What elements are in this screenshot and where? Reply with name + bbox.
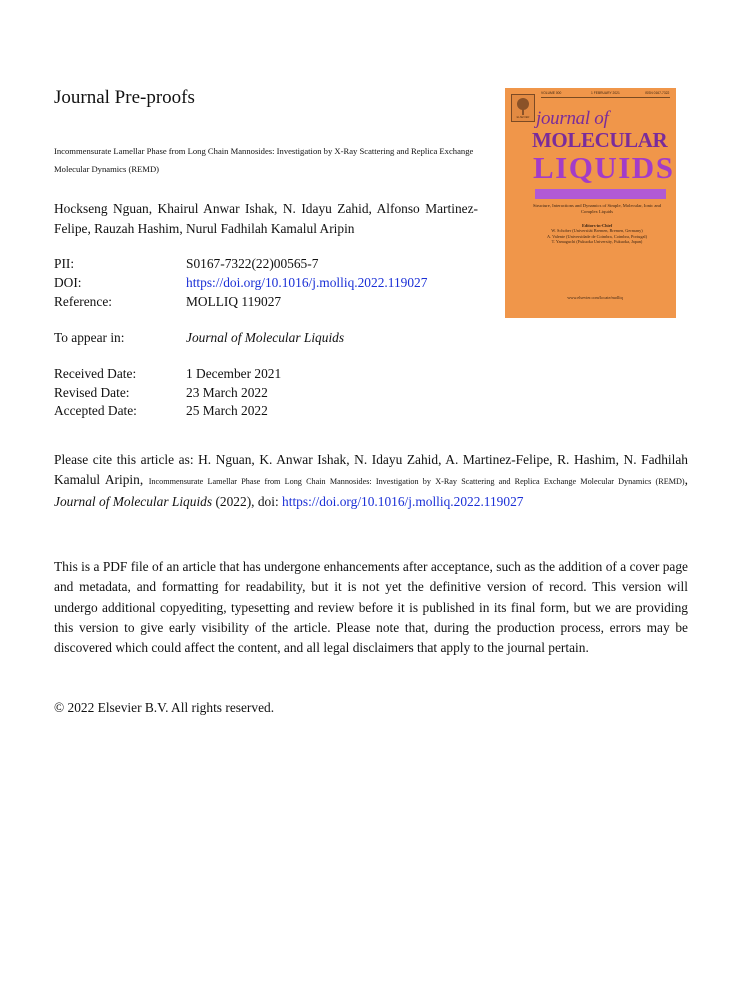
cover-title-journal-of: journal of [536, 108, 609, 129]
cover-top-rule [541, 97, 670, 98]
journal-title: Journal Pre-proofs [54, 87, 195, 108]
article-title-line1: Incommensurate Lamellar Phase from Long Chain Mannosides: Investigation by X-Ray Scattering and Replica Exchange [54, 146, 474, 156]
citation-block [54, 450, 688, 512]
authors: Hockseng Nguan, Khairul Anwar Ishak, N. Idayu Zahid, Alfonso Martinez-Felipe, Rauzah Hashim, Nurul Fadhilah Kamalul Aripin [54, 201, 478, 236]
logo-tree-trunk [522, 109, 524, 115]
pii-value: S0167-7322(22)00565-7 [186, 256, 319, 271]
cover-editor-2: A. Valente (Universidade de Coimbra, Coimbra, Portugal) [546, 233, 648, 239]
cover-editors-heading: Editors-in-Chief [581, 223, 613, 228]
citation-year-doi: (2022), doi: [215, 494, 279, 509]
reference-value: MOLLIQ 119027 [186, 294, 282, 309]
pii-label: PII: [54, 256, 75, 271]
accepted-label: Accepted Date: [54, 403, 137, 418]
citation-journal: Journal of Molecular Liquids [54, 494, 213, 509]
doi-label: DOI: [54, 275, 82, 290]
cover-editors [529, 223, 665, 244]
journal-cover-image [505, 88, 676, 318]
citation-title: Incommensurate Lamellar Phase from Long Chain Mannosides: Investigation by X-Ray Scattering and Replica Exchange Molecular Dynamics (REMD) [148, 477, 685, 486]
received-value: 1 December 2021 [186, 366, 282, 381]
appear-label: To appear in: [54, 330, 125, 345]
reference-label: Reference: [54, 294, 112, 309]
preproof-notice: This is a PDF file of an article that has undergone enhancements after acceptance, such as the addition of a cover page and metadata, and formatting for readability, but it is not yet the definitive version of record. This version will undergo additional copyediting, typesetting and review before it is published in its final form, but we are providing this version to give early visibility of the article. Please note that, during the production process, errors may be discovered which could affect the content, and all legal disclaimers that apply to the journal pertain. [54, 559, 688, 656]
cover-date: 1 FEBRUARY 2021 [591, 91, 620, 95]
citation-prefix: Please cite this article as: H. Nguan, K. Anwar Ishak, N. Idayu Zahid, A. Martinez-Felipe, R. Hashim, N. Fadhilah Kamalul Aripin, [54, 452, 688, 487]
citation-doi-link[interactable]: https://doi.org/10.1016/j.molliq.2022.119027 [282, 494, 524, 509]
cover-issn: ISSN 0167-7322 [645, 91, 670, 95]
doi-link[interactable]: https://doi.org/10.1016/j.molliq.2022.119027 [186, 275, 428, 290]
cover-title-liquids: LIQUIDS [533, 150, 675, 185]
accepted-value: 25 March 2022 [186, 403, 268, 418]
elsevier-logo-icon [511, 94, 535, 122]
citation-comma: , [684, 472, 688, 487]
logo-text: ELSEVIER [516, 116, 530, 119]
received-label: Received Date: [54, 366, 137, 381]
cover-url: www.elsevier.com/locate/molliq [567, 295, 623, 300]
cover-color-band [535, 189, 666, 199]
cover-editor-1: W. Schober (Universität Bremen, Bremen, Germany) [551, 228, 643, 234]
article-title-line2: Molecular Dynamics (REMD) [54, 164, 160, 174]
cover-editor-3: T. Yamaguchi (Fukuoka University, Fukuoka, Japan) [551, 238, 643, 244]
revised-label: Revised Date: [54, 385, 130, 400]
revised-value: 23 March 2022 [186, 385, 268, 400]
cover-volume: VOLUME 000 [541, 91, 562, 95]
appear-value: Journal of Molecular Liquids [186, 330, 345, 345]
cover-title-molecular: MOLECULAR [532, 128, 668, 152]
cover-subtitle: Structure, Interactions and Dynamics of Simple, Molecular, Ionic and Complex Liquids [532, 203, 662, 214]
copyright: © 2022 Elsevier B.V. All rights reserved. [54, 700, 275, 715]
article-title [54, 142, 494, 178]
